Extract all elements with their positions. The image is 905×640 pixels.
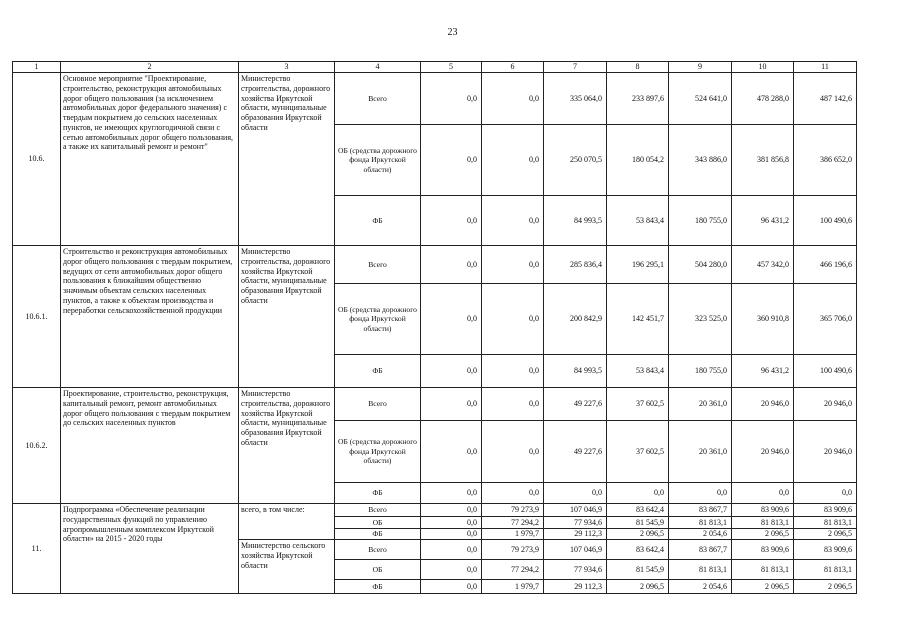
value-cell: 0,0 <box>421 421 482 483</box>
row-code: 11. <box>13 504 61 594</box>
funding-source: Всего <box>335 73 421 125</box>
column-number: 6 <box>482 62 544 73</box>
column-number: 11 <box>794 62 857 73</box>
value-cell: 0,0 <box>421 483 482 504</box>
value-cell: 0,0 <box>482 284 544 355</box>
value-cell: 250 070,5 <box>544 125 607 196</box>
table-row <box>13 388 857 421</box>
value-cell: 20 946,0 <box>732 388 794 421</box>
funding-source: ОБ (средства дорожного фонда Иркутской области) <box>335 125 421 196</box>
column-number: 1 <box>13 62 61 73</box>
value-cell: 0,0 <box>482 483 544 504</box>
value-cell: 2 096,5 <box>794 529 857 540</box>
activity-name: Подпрограмма «Обеспечение реализации государственных функций по управлению агропромышленным комплексом Иркутской области» на 2015 - 2020 годы <box>61 504 239 594</box>
value-cell: 107 046,9 <box>544 540 607 560</box>
funding-source: ОБ <box>335 560 421 580</box>
value-cell: 81 813,1 <box>669 560 732 580</box>
funding-source: ОБ (средства дорожного фонда Иркутской области) <box>335 421 421 483</box>
value-cell: 0,0 <box>421 246 482 284</box>
value-cell: 84 993,5 <box>544 355 607 388</box>
value-cell: 1 979,7 <box>482 529 544 540</box>
value-cell: 0,0 <box>794 483 857 504</box>
value-cell: 0,0 <box>482 388 544 421</box>
value-cell: 53 843,4 <box>607 196 669 246</box>
value-cell: 37 602,5 <box>607 388 669 421</box>
value-cell: 2 054,6 <box>669 529 732 540</box>
value-cell: 20 946,0 <box>732 421 794 483</box>
value-cell: 0,0 <box>421 529 482 540</box>
value-cell: 77 294,2 <box>482 517 544 529</box>
value-cell: 0,0 <box>421 284 482 355</box>
value-cell: 83 642,4 <box>607 504 669 517</box>
value-cell: 81 813,1 <box>794 517 857 529</box>
value-cell: 96 431,2 <box>732 196 794 246</box>
value-cell: 79 273,9 <box>482 540 544 560</box>
value-cell: 285 836,4 <box>544 246 607 284</box>
value-cell: 2 096,5 <box>607 580 669 594</box>
value-cell: 504 280,0 <box>669 246 732 284</box>
value-cell: 323 525,0 <box>669 284 732 355</box>
value-cell: 360 910,8 <box>732 284 794 355</box>
value-cell: 100 490,6 <box>794 355 857 388</box>
funding-source: ФБ <box>335 580 421 594</box>
row-code: 10.6. <box>13 73 61 246</box>
value-cell: 196 295,1 <box>607 246 669 284</box>
value-cell: 96 431,2 <box>732 355 794 388</box>
column-number: 7 <box>544 62 607 73</box>
value-cell: 0,0 <box>421 73 482 125</box>
activity-name: Строительство и реконструкция автомобильных дорог общего пользования с твердым покрытием, ведущих от сети автомобильных дорог общего пользования к ближайшим общественно значимым объектам сельских населенных пунктов, а также к объектам производства и переработки сельскохозяйственной продукции <box>61 246 239 388</box>
value-cell: 0,0 <box>482 196 544 246</box>
value-cell: 343 886,0 <box>669 125 732 196</box>
value-cell: 487 142,6 <box>794 73 857 125</box>
value-cell: 0,0 <box>421 540 482 560</box>
value-cell: 381 856,8 <box>732 125 794 196</box>
value-cell: 0,0 <box>482 73 544 125</box>
column-number: 2 <box>61 62 239 73</box>
value-cell: 335 064,0 <box>544 73 607 125</box>
value-cell: 20 946,0 <box>794 388 857 421</box>
value-cell: 81 545,9 <box>607 517 669 529</box>
table-row <box>13 246 857 284</box>
value-cell: 0,0 <box>421 560 482 580</box>
value-cell: 0,0 <box>421 388 482 421</box>
activity-name: Проектирование, строительство, реконструкция, капитальный ремонт, ремонт автомобильных дорог общего пользования с твердым покрытием до сельских населенных пунктов <box>61 388 239 504</box>
funding-source: ФБ <box>335 196 421 246</box>
value-cell: 83 909,6 <box>732 540 794 560</box>
funding-source: ФБ <box>335 355 421 388</box>
value-cell: 478 288,0 <box>732 73 794 125</box>
executor: Министерство строительства, дорожного хозяйства Иркутской области, муниципальные образования Иркутской области <box>239 246 335 388</box>
value-cell: 20 361,0 <box>669 388 732 421</box>
value-cell: 2 096,5 <box>794 580 857 594</box>
funding-source: ОБ (средства дорожного фонда Иркутской области) <box>335 284 421 355</box>
value-cell: 100 490,6 <box>794 196 857 246</box>
value-cell: 180 054,2 <box>607 125 669 196</box>
value-cell: 37 602,5 <box>607 421 669 483</box>
value-cell: 0,0 <box>421 504 482 517</box>
value-cell: 386 652,0 <box>794 125 857 196</box>
value-cell: 20 946,0 <box>794 421 857 483</box>
value-cell: 29 112,3 <box>544 529 607 540</box>
value-cell: 0,0 <box>421 355 482 388</box>
value-cell: 79 273,9 <box>482 504 544 517</box>
value-cell: 29 112,3 <box>544 580 607 594</box>
value-cell: 0,0 <box>482 421 544 483</box>
value-cell: 2 096,5 <box>732 580 794 594</box>
value-cell: 2 054,6 <box>669 580 732 594</box>
value-cell: 83 909,6 <box>794 540 857 560</box>
funding-source: Всего <box>335 246 421 284</box>
table-row <box>13 504 857 517</box>
value-cell: 81 545,9 <box>607 560 669 580</box>
value-cell: 77 934,6 <box>544 517 607 529</box>
funding-source: ФБ <box>335 483 421 504</box>
value-cell: 0,0 <box>482 125 544 196</box>
value-cell: 0,0 <box>669 483 732 504</box>
value-cell: 83 867,7 <box>669 540 732 560</box>
executor: Министерство строительства, дорожного хозяйства Иркутской области, муниципальные образования Иркутской области <box>239 388 335 504</box>
value-cell: 0,0 <box>607 483 669 504</box>
value-cell: 20 361,0 <box>669 421 732 483</box>
value-cell: 81 813,1 <box>669 517 732 529</box>
value-cell: 524 641,0 <box>669 73 732 125</box>
row-code: 10.6.2. <box>13 388 61 504</box>
executor: всего, в том числе: <box>239 504 335 540</box>
value-cell: 180 755,0 <box>669 196 732 246</box>
value-cell: 233 897,6 <box>607 73 669 125</box>
value-cell: 142 451,7 <box>607 284 669 355</box>
funding-source: Всего <box>335 388 421 421</box>
funding-source: ОБ <box>335 517 421 529</box>
value-cell: 2 096,5 <box>607 529 669 540</box>
page-number: 23 <box>447 27 458 38</box>
column-number: 8 <box>607 62 669 73</box>
value-cell: 49 227,6 <box>544 388 607 421</box>
value-cell: 81 813,1 <box>732 517 794 529</box>
executor: Министерство строительства, дорожного хозяйства Иркутской области, муниципальные образования Иркутской области <box>239 73 335 246</box>
value-cell: 0,0 <box>421 517 482 529</box>
column-number: 5 <box>421 62 482 73</box>
value-cell: 84 993,5 <box>544 196 607 246</box>
executor: Министерство сельского хозяйства Иркутской области <box>239 540 335 594</box>
budget-table <box>12 61 857 594</box>
value-cell: 0,0 <box>421 580 482 594</box>
value-cell: 180 755,0 <box>669 355 732 388</box>
column-number: 4 <box>335 62 421 73</box>
value-cell: 0,0 <box>421 125 482 196</box>
column-number: 3 <box>239 62 335 73</box>
value-cell: 466 196,6 <box>794 246 857 284</box>
value-cell: 0,0 <box>421 196 482 246</box>
value-cell: 81 813,1 <box>732 560 794 580</box>
value-cell: 107 046,9 <box>544 504 607 517</box>
activity-name: Основное мероприятие "Проектирование, строительство, реконструкция автомобильных дорог общего пользования (за исключением автомобильных дорог федерального значения) с твердым покрытием до сельских населенных пунктов, не имеющих круглогодичной связи с сетью автомобильных дорог общего пользования, а также их капитальный ремонт и ремонт" <box>61 73 239 246</box>
funding-source: ФБ <box>335 529 421 540</box>
value-cell: 365 706,0 <box>794 284 857 355</box>
value-cell: 83 867,7 <box>669 504 732 517</box>
value-cell: 0,0 <box>482 246 544 284</box>
value-cell: 2 096,5 <box>732 529 794 540</box>
value-cell: 83 909,6 <box>732 504 794 517</box>
row-code: 10.6.1. <box>13 246 61 388</box>
value-cell: 1 979,7 <box>482 580 544 594</box>
value-cell: 83 909,6 <box>794 504 857 517</box>
value-cell: 0,0 <box>544 483 607 504</box>
value-cell: 0,0 <box>482 355 544 388</box>
value-cell: 83 642,4 <box>607 540 669 560</box>
column-number-row <box>13 62 857 73</box>
value-cell: 49 227,6 <box>544 421 607 483</box>
value-cell: 53 843,4 <box>607 355 669 388</box>
value-cell: 0,0 <box>732 483 794 504</box>
table-row <box>13 73 857 125</box>
value-cell: 77 934,6 <box>544 560 607 580</box>
value-cell: 200 842,9 <box>544 284 607 355</box>
funding-source: Всего <box>335 504 421 517</box>
value-cell: 81 813,1 <box>794 560 857 580</box>
value-cell: 77 294,2 <box>482 560 544 580</box>
column-number: 9 <box>669 62 732 73</box>
column-number: 10 <box>732 62 794 73</box>
value-cell: 457 342,0 <box>732 246 794 284</box>
funding-source: Всего <box>335 540 421 560</box>
